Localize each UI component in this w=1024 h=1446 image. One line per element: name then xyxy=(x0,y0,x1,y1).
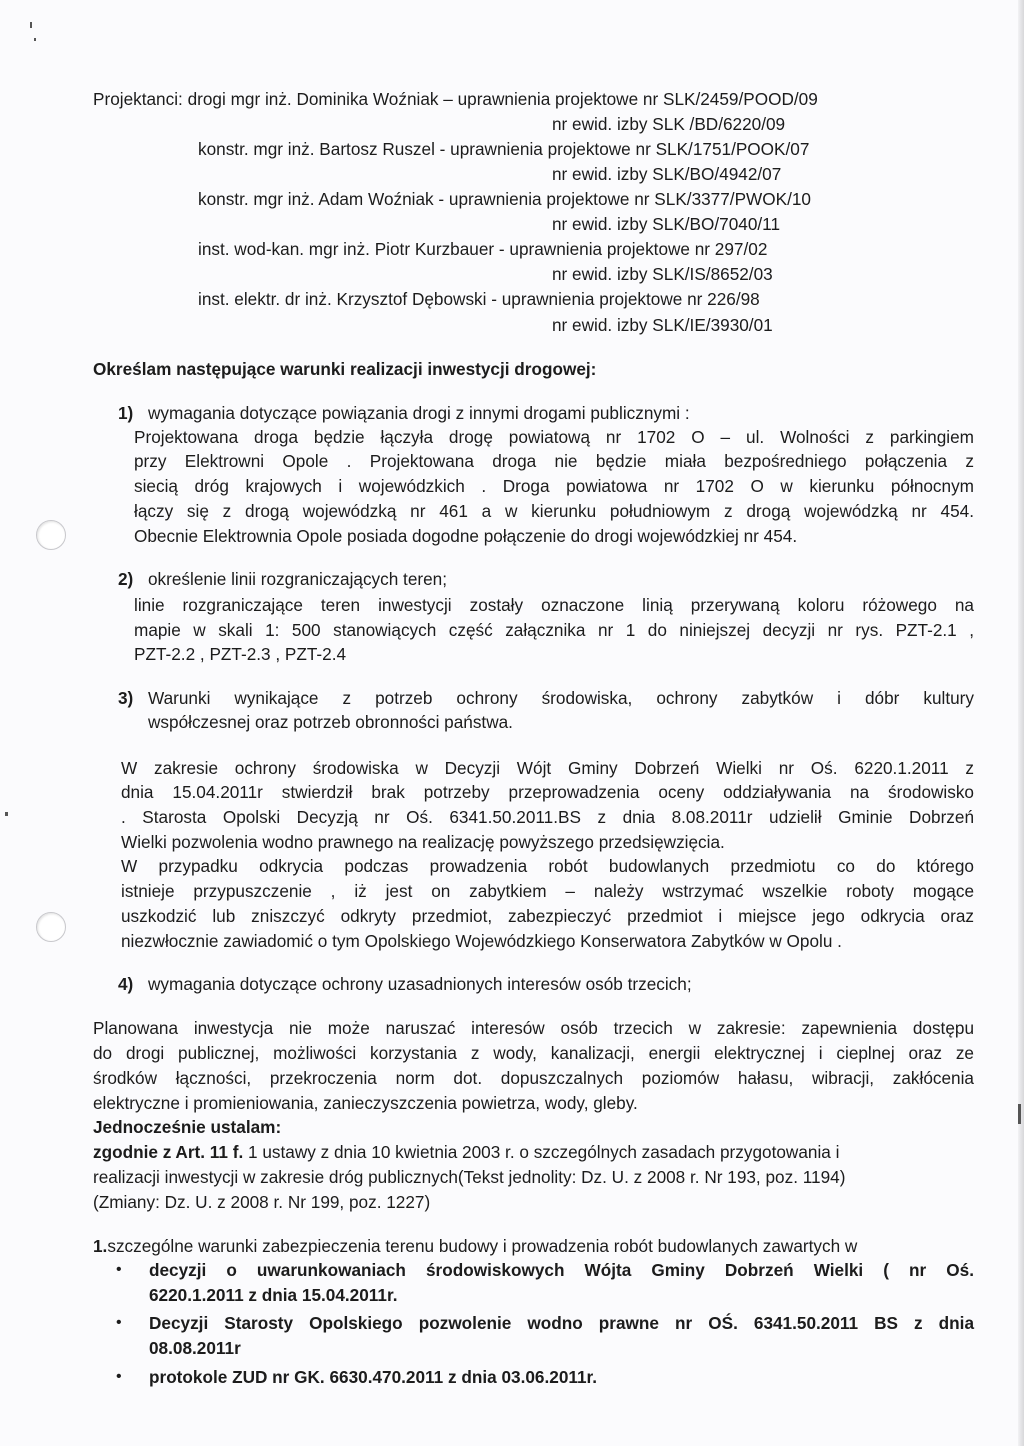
section-number: 1) xyxy=(118,403,134,423)
section-number: 2) xyxy=(118,569,134,589)
section-title: współczesnej oraz potrzeb obronności państwa. xyxy=(148,712,513,732)
designers-line: nr ewid. izby SLK/IE/3930/01 xyxy=(552,315,773,335)
scan-speck xyxy=(34,38,36,41)
list-intro-text: szczególne warunki zabezpieczenia terenu budowy i prowadzenia robót budowlanych zawartych w xyxy=(107,1236,858,1256)
paragraph-text: 1 ustawy z dnia 10 kwietnia 2003 r. o szczególnych zasadach przygotowania i xyxy=(243,1142,840,1162)
paragraph-line: uszkodzić lub zniszczyć odkryty przedmiot, zabezpieczyć przedmiot i miejsce jego odkrycia oraz xyxy=(121,906,974,926)
paragraph-line: Wielki pozwolenia wodno prawnego na realizację powyższego przedsięwzięcia. xyxy=(121,832,725,852)
paragraph-line: do drogi publicznej, możliwości korzystania z wody, kanalizacji, energii elektrycznej i cieplnej oraz ze xyxy=(93,1043,974,1063)
list-item: Decyzji Starosty Opolskiego pozwolenie wodno prawne nr OŚ. 6341.50.2011 BS z dnia xyxy=(149,1313,974,1333)
section-title: określenie linii rozgraniczających teren; xyxy=(148,569,448,589)
conditions-heading: Określam następujące warunki realizacji inwestycji drogowej: xyxy=(93,359,597,379)
paragraph-line: istnieje przypuszczenie , iż jest on zabytkiem – należy wstrzymać wszelkie roboty mogące xyxy=(121,881,974,901)
bullet-icon: • xyxy=(116,1314,122,1331)
designers-line: inst. wod-kan. mgr inż. Piotr Kurzbauer - uprawnienia projektowe nr 297/02 xyxy=(198,239,768,259)
bullet-icon: • xyxy=(116,1368,122,1385)
list-item: decyzji o uwarunkowaniach środowiskowych Wójta Gminy Dobrzeń Wielki ( nr Oś. xyxy=(149,1260,974,1280)
punch-hole xyxy=(36,912,66,942)
list-number: 1. xyxy=(93,1236,108,1256)
designers-line: nr ewid. izby SLK/IS/8652/03 xyxy=(552,264,773,284)
section-title: wymagania dotyczące powiązania drogi z innymi drogami publicznymi : xyxy=(148,403,690,423)
list-item: 6220.1.2011 z dnia 15.04.2011r. xyxy=(149,1285,398,1305)
paragraph-line: linie rozgraniczające teren inwestycji zostały oznaczone linią przerywaną koloru różowego na xyxy=(134,595,974,615)
paragraph-line: Planowana inwestycja nie może naruszać interesów osób trzecich w zakresie: zapewnienia dostępu xyxy=(93,1018,974,1038)
paragraph-line: (Zmiany: Dz. U. z 2008 r. Nr 199, poz. 1227) xyxy=(93,1192,431,1212)
section-title: Warunki wynikające z potrzeb ochrony środowiska, ochrony zabytków i dóbr kultury xyxy=(148,688,974,708)
bullet-icon: • xyxy=(116,1261,122,1278)
subheading: Jednocześnie ustalam: xyxy=(93,1117,282,1137)
list-item: 08.08.2011r xyxy=(149,1338,241,1358)
paragraph-line: realizacji inwestycji w zakresie dróg publicznych(Tekst jednolity: Dz. U. z 2008 r. Nr 193, poz. 1194) xyxy=(93,1167,846,1187)
section-title: wymagania dotyczące ochrony uzasadnionych interesów osób trzecich; xyxy=(148,974,692,994)
paragraph-line: W zakresie ochrony środowiska w Decyzji Wójt Gminy Dobrzeń Wielki nr Oś. 6220.1.2011 z xyxy=(121,758,974,778)
designers-line: nr ewid. izby SLK/BO/4942/07 xyxy=(552,164,782,184)
paragraph-line: mapie w skali 1: 500 stanowiących część załącznika nr 1 do niniejszej decyzji nr rys. PZT-2.1 , xyxy=(134,620,974,640)
list-item: protokole ZUD nr GK. 6630.470.2011 z dnia 03.06.2011r. xyxy=(149,1367,598,1387)
scan-speck xyxy=(5,812,8,816)
paragraph-line: PZT-2.2 , PZT-2.3 , PZT-2.4 xyxy=(134,644,347,664)
paragraph-line: Projektowana droga będzie łączyła drogę powiatową nr 1702 O – ul. Wolności z parkingiem xyxy=(134,427,974,447)
paragraph-line: łączy się z drogą wojewódzką nr 461 a w kierunku południowym z drogą wojewódzką nr 454. xyxy=(134,501,974,521)
designers-line: inst. elektr. dr inż. Krzysztof Dębowski - uprawnienia projektowe nr 226/98 xyxy=(198,289,760,309)
paragraph-line: niezwłocznie zawiadomić o tym Opolskiego Wojewódzkiego Konserwatora Zabytków w Opolu . xyxy=(121,931,842,951)
paragraph-line: środków łączności, przekroczenia norm dot. dopuszczalnych poziomów hałasu, wibracji, zakłócenia xyxy=(93,1068,974,1088)
paragraph-line: siecią dróg krajowych i wojewódzkich . Droga powiatowa nr 1702 O w kierunku północnym xyxy=(134,476,974,496)
section-number: 3) xyxy=(118,688,134,708)
paragraph-line: dnia 15.04.2011r stwierdził brak potrzeby przeprowadzenia oceny oddziaływania na środowisko xyxy=(121,782,974,802)
section-number: 4) xyxy=(118,974,134,994)
page-edge-shadow xyxy=(1018,0,1024,1446)
designers-line: nr ewid. izby SLK /BD/6220/09 xyxy=(552,114,786,134)
designers-line: nr ewid. izby SLK/BO/7040/11 xyxy=(552,214,781,234)
paragraph-line: . Starosta Opolski Decyzją nr Oś. 6341.50.2011.BS z dnia 8.08.2011r udzielił Gminie Dobrzeń xyxy=(121,807,974,827)
scan-speck xyxy=(30,22,32,28)
list-intro xyxy=(93,1235,857,1257)
paragraph-line xyxy=(93,1141,839,1163)
paragraph-line: Obecnie Elektrownia Opole posiada dogodne połączenie do drogi wojewódzkiej nr 454. xyxy=(134,526,798,546)
scan-speck xyxy=(1018,1104,1021,1124)
designers-line: konstr. mgr inż. Bartosz Ruszel - uprawnienia projektowe nr SLK/1751/POOK/07 xyxy=(198,139,810,159)
paragraph-line: W przypadku odkrycia podczas prowadzenia robót budowlanych przedmiotu co do którego xyxy=(121,856,974,876)
paragraph-line: przy Elektrowni Opole . Projektowana droga nie będzie miała bezpośredniego połączenia z xyxy=(134,451,974,471)
article-reference: zgodnie z Art. 11 f. xyxy=(93,1142,244,1162)
punch-hole xyxy=(36,520,66,550)
designers-line: Projektanci: drogi mgr inż. Dominika Woźniak – uprawnienia projektowe nr SLK/2459/POOD/09 xyxy=(93,89,818,109)
designers-line: konstr. mgr inż. Adam Woźniak - uprawnienia projektowe nr SLK/3377/PWOK/10 xyxy=(198,189,811,209)
paragraph-line: elektryczne i promieniowania, zanieczyszczenia powietrza, wody, gleby. xyxy=(93,1093,638,1113)
